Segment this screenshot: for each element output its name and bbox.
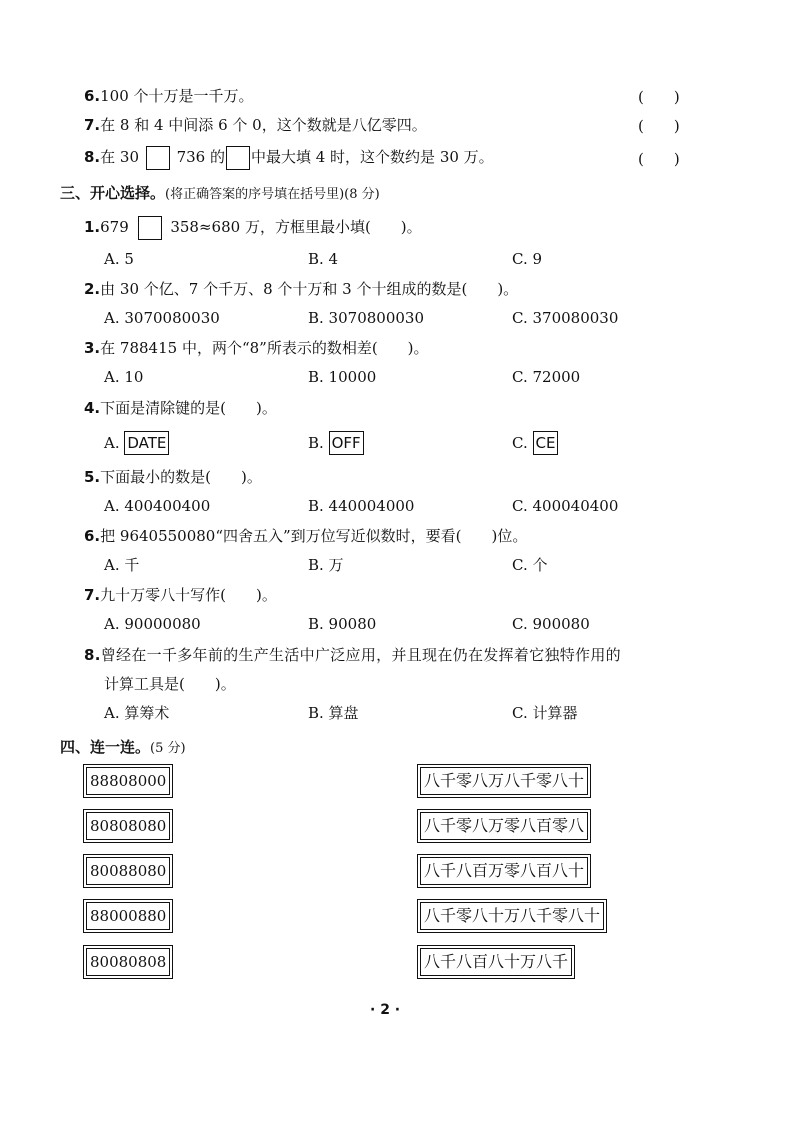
section-note: (将正确答案的序号填在括号里)(8 分): [165, 187, 380, 202]
question-text: 把 9640550080“四舍五入”到万位写近似数时，要看( )位。: [100, 527, 528, 545]
option-a[interactable]: A. 5: [104, 250, 134, 268]
question-number: 2.: [84, 280, 101, 298]
question-text-pre: 679: [100, 218, 129, 236]
option-a[interactable]: A. 千: [104, 556, 140, 574]
section-note: (5 分): [150, 741, 186, 756]
tf-item-text: 100 个十万是一千万。: [100, 87, 254, 105]
question-text: 下面是清除键的是( )。: [100, 399, 277, 417]
option-c[interactable]: C. 370080030: [512, 309, 619, 327]
option-b[interactable]: B. 4: [308, 250, 339, 268]
tf-answer-paren-7[interactable]: ( ): [638, 117, 680, 135]
tf-item-text: 在 8 和 4 中间添 6 个 0，这个数就是八亿零四。: [100, 116, 427, 134]
option-a[interactable]: A. 3070080030: [104, 309, 220, 327]
date-key-icon: DATE: [124, 431, 169, 455]
question-text: 曾经在一千多年前的生产生活中广泛应用，并且现在仍在发挥着它独特作用的: [100, 646, 621, 664]
option-c[interactable]: C. 9: [512, 250, 543, 268]
page-number: · 2 ·: [370, 1002, 401, 1018]
question-text: 九十万零八十写作( )。: [100, 586, 277, 604]
option-c[interactable]: C. 计算器: [512, 704, 578, 722]
choice-q7: [84, 585, 277, 605]
option-c[interactable]: C. 900080: [512, 615, 590, 633]
question-text-post: 358≈680 万，方框里最小填( )。: [170, 218, 422, 236]
option-a[interactable]: [104, 431, 169, 455]
choice-q4: [84, 398, 277, 418]
choice-q8: [84, 645, 621, 665]
match-right-item[interactable]: 八千零八万八千零八十: [420, 767, 588, 795]
question-number: 6.: [84, 527, 101, 545]
off-key-icon: OFF: [329, 431, 364, 455]
choice-q3: [84, 338, 429, 358]
choice-q5: [84, 467, 262, 487]
option-b[interactable]: B. 440004000: [308, 497, 415, 515]
tf-item-number: 8.: [84, 148, 101, 166]
question-text: 由 30 个亿、7 个千万、8 个十万和 3 个十组成的数是( )。: [100, 280, 519, 298]
blank-box[interactable]: [138, 216, 162, 240]
option-label: A.: [104, 434, 120, 452]
tf-answer-paren-8[interactable]: ( ): [638, 150, 680, 168]
question-text: 下面最小的数是( )。: [100, 468, 262, 486]
tf-item-number: 6.: [84, 87, 101, 105]
section-title: 三、开心选择。: [60, 184, 166, 202]
option-a[interactable]: A. 90000080: [104, 615, 201, 633]
choice-q2: [84, 279, 518, 299]
tf-item-7: [84, 115, 427, 135]
option-b[interactable]: [308, 431, 364, 455]
section-4-heading: [60, 736, 186, 757]
match-left-item[interactable]: 80088080: [86, 857, 170, 885]
tf-item-text-mid: 736 的: [176, 148, 225, 166]
blank-box[interactable]: [226, 146, 250, 170]
question-number: 5.: [84, 468, 101, 486]
option-b[interactable]: B. 10000: [308, 368, 377, 386]
question-number: 1.: [84, 218, 101, 236]
choice-q1: [84, 216, 422, 240]
choice-q6: [84, 526, 527, 546]
match-left-item[interactable]: 88808000: [86, 767, 170, 795]
section-title: 四、连一连。: [60, 738, 151, 756]
option-b[interactable]: B. 算盘: [308, 704, 359, 722]
match-right-item[interactable]: 八千八百万零八百八十: [420, 857, 588, 885]
section-3-heading: [60, 182, 380, 203]
option-label: C.: [512, 434, 528, 452]
option-b[interactable]: B. 万: [308, 556, 344, 574]
blank-box[interactable]: [146, 146, 170, 170]
option-label: B.: [308, 434, 324, 452]
question-number: 8.: [84, 646, 101, 664]
match-right-item[interactable]: 八千零八十万八千零八十: [420, 902, 604, 930]
option-c[interactable]: [512, 431, 558, 455]
question-text: 在 788415 中，两个“8”所表示的数相差( )。: [100, 339, 429, 357]
option-b[interactable]: B. 90080: [308, 615, 377, 633]
option-c[interactable]: C. 72000: [512, 368, 581, 386]
option-a[interactable]: A. 10: [104, 368, 144, 386]
choice-q8-line2: 计算工具是( )。: [104, 675, 236, 693]
option-c[interactable]: C. 400040400: [512, 497, 619, 515]
match-left-item[interactable]: 80080808: [86, 948, 170, 976]
option-b[interactable]: B. 3070800030: [308, 309, 424, 327]
option-a[interactable]: A. 400400400: [104, 497, 211, 515]
match-right-item[interactable]: 八千零八万零八百零八: [420, 812, 588, 840]
tf-item-text-post: 中最大填 4 时，这个数约是 30 万。: [250, 148, 494, 166]
option-c[interactable]: C. 个: [512, 556, 548, 574]
tf-item-number: 7.: [84, 116, 101, 134]
tf-item-8: [84, 146, 494, 170]
option-a[interactable]: A. 算筹术: [104, 704, 170, 722]
match-right-item[interactable]: 八千八百八十万八千: [420, 948, 572, 976]
question-number: 4.: [84, 399, 101, 417]
match-left-item[interactable]: 88000880: [86, 902, 170, 930]
question-number: 3.: [84, 339, 101, 357]
ce-key-icon: CE: [533, 431, 559, 455]
match-left-item[interactable]: 80808080: [86, 812, 170, 840]
question-number: 7.: [84, 586, 101, 604]
tf-item-6: [84, 86, 254, 106]
tf-item-text-pre: 在 30: [100, 148, 139, 166]
tf-answer-paren-6[interactable]: ( ): [638, 88, 680, 106]
